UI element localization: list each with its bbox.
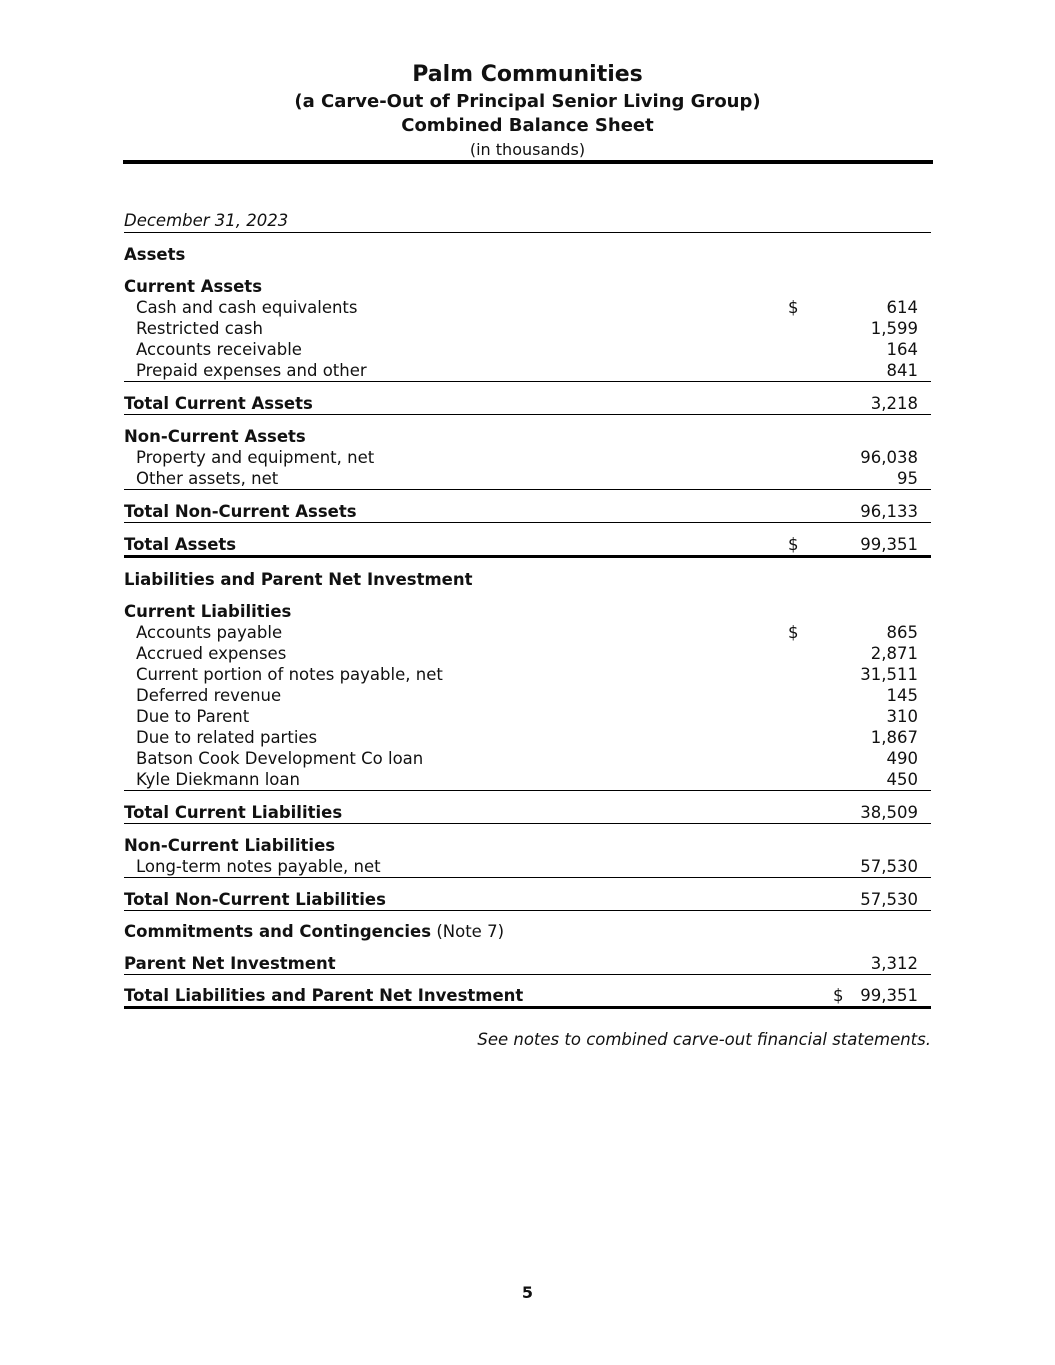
line-item-label: Accrued expenses bbox=[136, 644, 287, 663]
line-item bbox=[124, 727, 931, 748]
total-label: Total Assets bbox=[124, 535, 237, 554]
line-item bbox=[124, 339, 931, 360]
line-item-value: 865 bbox=[886, 623, 918, 642]
line-item-label: Kyle Diekmann loan bbox=[136, 770, 300, 789]
line-item bbox=[124, 769, 931, 790]
divider bbox=[124, 790, 931, 791]
double-rule bbox=[124, 1006, 931, 1009]
noncurrent-assets-heading: Non-Current Assets bbox=[124, 427, 306, 446]
line-item bbox=[124, 664, 931, 685]
total-noncurrent-assets-row bbox=[124, 501, 931, 522]
line-item-value: 490 bbox=[886, 749, 918, 768]
currency-symbol: $ bbox=[788, 298, 799, 317]
line-item-label: Property and equipment, net bbox=[136, 448, 375, 467]
total-value: 57,530 bbox=[860, 890, 918, 909]
line-item bbox=[124, 856, 931, 877]
noncurrent-liabilities-heading-row bbox=[124, 835, 931, 856]
currency-symbol: $ bbox=[833, 986, 844, 1005]
assets-heading: Assets bbox=[124, 245, 186, 264]
current-liabilities-heading-row bbox=[124, 601, 931, 622]
line-item-label: Accounts payable bbox=[136, 623, 283, 642]
total-label: Total Current Liabilities bbox=[124, 803, 343, 822]
line-item-value: 145 bbox=[886, 686, 918, 705]
line-item-label: Long-term notes payable, net bbox=[136, 857, 381, 876]
statement-title: Combined Balance Sheet bbox=[401, 115, 654, 136]
line-item bbox=[124, 622, 931, 643]
commitments-row bbox=[124, 921, 931, 942]
line-item-value: 95 bbox=[897, 469, 918, 488]
line-item bbox=[124, 468, 931, 489]
line-item bbox=[124, 685, 931, 706]
total-assets-row bbox=[124, 534, 931, 555]
date-row bbox=[124, 210, 931, 231]
parent-net-investment-value: 3,312 bbox=[870, 954, 918, 973]
total-label: Total Current Assets bbox=[124, 394, 313, 413]
total-label: Total Liabilities and Parent Net Investment bbox=[124, 986, 524, 1005]
currency-symbol: $ bbox=[788, 535, 799, 554]
line-item-value: 614 bbox=[886, 298, 918, 317]
divider bbox=[124, 974, 931, 975]
line-item bbox=[124, 318, 931, 339]
total-current-liabilities-row bbox=[124, 802, 931, 823]
parent-net-investment-row bbox=[124, 953, 931, 974]
company-name: Palm Communities bbox=[412, 62, 643, 87]
total-noncurrent-liabilities-row bbox=[124, 889, 931, 910]
line-item-value: 96,038 bbox=[860, 448, 918, 467]
line-item-label: Other assets, net bbox=[136, 469, 279, 488]
total-value: 96,133 bbox=[860, 502, 918, 521]
line-item-label: Restricted cash bbox=[136, 319, 263, 338]
assets-heading-row bbox=[124, 244, 931, 265]
current-assets-heading-row bbox=[124, 276, 931, 297]
date-label: December 31, 2023 bbox=[124, 211, 289, 230]
divider bbox=[124, 910, 931, 911]
line-item-value: 450 bbox=[886, 770, 918, 789]
line-item-value: 1,867 bbox=[870, 728, 918, 747]
commitments-text bbox=[124, 921, 504, 942]
noncurrent-assets-heading-row bbox=[124, 426, 931, 447]
line-item-label: Cash and cash equivalents bbox=[136, 298, 358, 317]
footnote: See notes to combined carve-out financial statements. bbox=[477, 1030, 931, 1049]
divider bbox=[124, 232, 931, 233]
units-note: (in thousands) bbox=[469, 140, 586, 159]
total-value: 38,509 bbox=[860, 803, 918, 822]
double-rule bbox=[124, 555, 931, 558]
line-item-label: Current portion of notes payable, net bbox=[136, 665, 443, 684]
header-rule bbox=[123, 160, 933, 164]
line-item bbox=[124, 297, 931, 318]
line-item bbox=[124, 360, 931, 381]
total-current-assets-row bbox=[124, 393, 931, 414]
line-item bbox=[124, 447, 931, 468]
current-assets-heading: Current Assets bbox=[124, 277, 263, 296]
noncurrent-liabilities-heading: Non-Current Liabilities bbox=[124, 836, 336, 855]
line-item bbox=[124, 748, 931, 769]
page-number: 5 bbox=[521, 1283, 534, 1302]
commitments-label: Commitments and Contingencies bbox=[124, 922, 432, 941]
line-item bbox=[124, 643, 931, 664]
line-item bbox=[124, 706, 931, 727]
line-item-label: Due to related parties bbox=[136, 728, 318, 747]
line-item-value: 2,871 bbox=[870, 644, 918, 663]
line-item-label: Prepaid expenses and other bbox=[136, 361, 367, 380]
line-item-value: 31,511 bbox=[860, 665, 918, 684]
divider bbox=[124, 877, 931, 878]
line-item-value: 1,599 bbox=[870, 319, 918, 338]
line-item-label: Accounts receivable bbox=[136, 340, 302, 359]
divider bbox=[124, 522, 931, 523]
line-item-label: Deferred revenue bbox=[136, 686, 282, 705]
line-item-value: 164 bbox=[886, 340, 918, 359]
total-label: Total Non-Current Liabilities bbox=[124, 890, 386, 909]
currency-symbol: $ bbox=[788, 623, 799, 642]
line-item-label: Batson Cook Development Co loan bbox=[136, 749, 424, 768]
line-item-value: 310 bbox=[886, 707, 918, 726]
total-value: 99,351 bbox=[860, 535, 918, 554]
liabilities-heading-row bbox=[124, 569, 931, 590]
total-label: Total Non-Current Assets bbox=[124, 502, 357, 521]
parent-net-investment-label: Parent Net Investment bbox=[124, 954, 336, 973]
carve-out-subtitle: (a Carve-Out of Principal Senior Living Group) bbox=[294, 91, 761, 112]
note-reference: (Note 7) bbox=[436, 922, 505, 941]
current-liabilities-heading: Current Liabilities bbox=[124, 602, 292, 621]
divider bbox=[124, 489, 931, 490]
liabilities-heading: Liabilities and Parent Net Investment bbox=[124, 570, 473, 589]
divider bbox=[124, 381, 931, 382]
total-value: 99,351 bbox=[860, 986, 918, 1005]
divider bbox=[124, 823, 931, 824]
line-item-label: Due to Parent bbox=[136, 707, 250, 726]
line-item-value: 57,530 bbox=[860, 857, 918, 876]
total-liabilities-row bbox=[124, 985, 931, 1006]
line-item-value: 841 bbox=[886, 361, 918, 380]
total-value: 3,218 bbox=[870, 394, 918, 413]
divider bbox=[124, 414, 931, 415]
